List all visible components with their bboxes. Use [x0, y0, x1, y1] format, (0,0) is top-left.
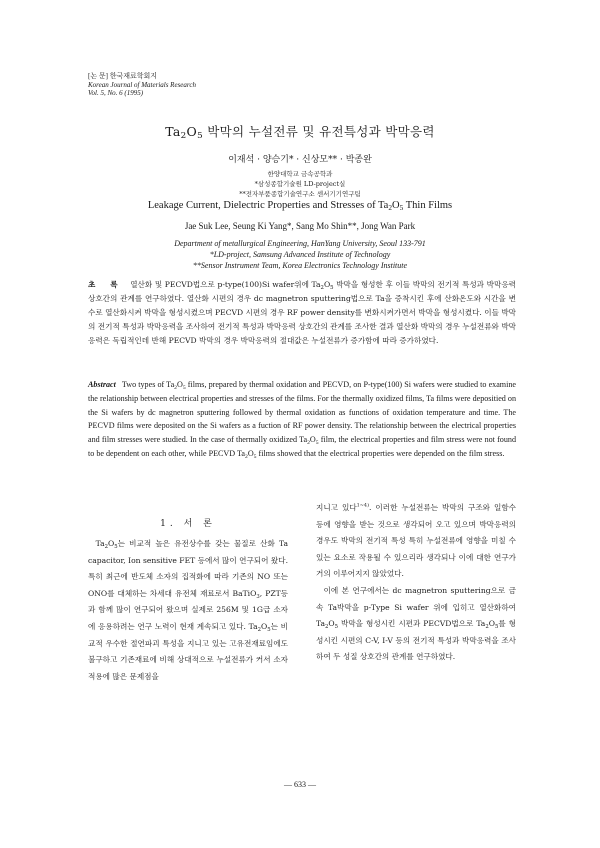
- english-title: Leakage Current, Dielectric Properties and Stresses of $Ta_2O_5$ Thin Films: [147, 200, 453, 212]
- society-name: 한국재료학회지: [109, 72, 158, 80]
- korean-affiliations: [0, 169, 600, 199]
- english-affiliation: *LD-project, Samsung Advanced Institute of Technology: [209, 250, 391, 259]
- korean-affiliation: **전자부품종합기술연구소 센서기기연구팀: [239, 190, 361, 198]
- intro-paragraph-continued: 지니고 있다$^{1\sim 4)}$. 이러한 누설전류는 박막의 구조와 일함수 등에 영향을 받는 것으로 생각되어 오고 있으며 박막응력의 경우도 박막의 전기적 특성 특히 누설전류에 영향을 미칠 수 있는 요소로 작용될 수 있으리라 생각되나 이에 대한 연구가 거의 이루어지지 않았었다.: [316, 502, 517, 579]
- english-abstract-label: Abstract: [88, 380, 116, 389]
- english-affiliations: [0, 238, 600, 271]
- english-authors: Jae Suk Lee, Seung Ki Yang*, Sang Mo Shin**, Jong Wan Park: [184, 221, 416, 231]
- korean-abstract: [88, 278, 516, 348]
- left-column: [88, 536, 288, 685]
- intro-paragraph: 이에 본 연구에서는 dc magnetron sputtering으로 금속 Ta박막을 p-Type Si wafer 위에 입히고 열산화하여 $Ta_2O_5$ 박막을 형성시킨 시편과 PECVD법으로 $Ta_2O_5$를 형성시킨 시편의 C-V, I-V 등의 전기적 특성과 박막응력을 조사하여 두 성질 상호간의 관계를 연구하였다.: [316, 585, 516, 662]
- article-category: [논 문]: [88, 72, 108, 80]
- korean-abstract-text: 열산화 및 PECVD법으로 p-type(100)Si wafer위에 $Ta_2O_5$ 박막을 형성한 후 이들 박막의 전기적 특성과 박막응력 상호간의 관계를 연구하였다. 열산화 시편의 경우 dc magnetron sputtering법으로 Ta을 증착시킨 후에 산화온도와 시간을 변수로 열산화시켜 박막을 형성시켰으며 PECVD 시편의 경우 RF power density를 변화시켜가면서 박막을 형성시켰다. 이들 박막의 전기적 특성과 박막응력을 조사하여 전기적 특성과 박막응력 상호간의 관계를 조사한 결과 열산화 박막의 경우 누설전류와 박막응력은 독립적인데 반해 PECVD 박막의 경우 박막응력의 절대값은 누설전류가 증가함에 따라 증가하였다.: [88, 280, 516, 345]
- intro-paragraph: $Ta_2O_5$는 비교적 높은 유전상수를 갖는 물질로 산화 Ta capacitor, Ion sensitive FET 등에서 많이 연구되어 왔다. 특히 최근에 반도체 소자의 집적화에 따라 기존의 NO 또는 ONO를 대체하는 차세대 유전체 재료로서 BaTiO$_3$, PZT등과 함께 많이 연구되어 왔으며 실제로 256M 및 1G급 소자에 응용하려는 연구 노력이 현재 계속되고 있다. $Ta_2O_5$는 비교적 우수한 절연파괴 특성을 지니고 있는 고유전재료임에도 불구하고 기존재료에 비해 상대적으로 누설전류가 커서 소자 적용에 많은 문제점을: [88, 539, 289, 681]
- english-affiliation: **Sensor Instrument Team, Korea Electronics Technology Institute: [192, 261, 408, 270]
- korean-affiliation: 한양대학교 금속공학과: [267, 170, 333, 178]
- english-affiliation: Department of metallurgical Engineering, HanYang University, Seoul 133-791: [174, 239, 426, 248]
- korean-title: $Ta_2O_5$ 박막의 누설전류 및 유전특성과 박막응력: [165, 124, 435, 141]
- right-column: [316, 500, 516, 666]
- journal-header: [88, 72, 196, 98]
- korean-authors: 이재석 · 양승기* · 신상모** · 박종완: [228, 155, 372, 165]
- journal-volume: Vol. 5, No. 6 (1995): [88, 89, 144, 97]
- english-abstract-text: Two types of $Ta_2O_5$ films, prepared by thermal oxidation and PECVD, on P-type(100) Si wafers were studied to examine the relationship between electrical properties and stresses of the films. For the thermally oxidized films, Ta films were depositied on the Si wafers by dc magnetron sputtering followed by thermal oxidation as functions of oxidation temperature and time. The PECVD films were deposited on the Si wafers as a fuction of RF power density. The relationship between the electrical properties and film stresses were studied. In the case of thermally oxidized $Ta_2O_5$ film, the electrical properties and film stress were not found to be dependent on each other, while PECVD $Ta_2O_5$ films showed that the electrical properties were depended on the film stress.: [88, 380, 516, 460]
- section-heading: 1. 서 론: [160, 519, 216, 529]
- journal-name: Korean Journal of Materials Research: [88, 80, 196, 89]
- page-number: — 633 —: [284, 780, 316, 789]
- korean-abstract-label: 초 록: [88, 280, 124, 289]
- korean-affiliation: *삼성종합기술원 LD-project실: [254, 180, 346, 188]
- english-abstract: [88, 378, 516, 461]
